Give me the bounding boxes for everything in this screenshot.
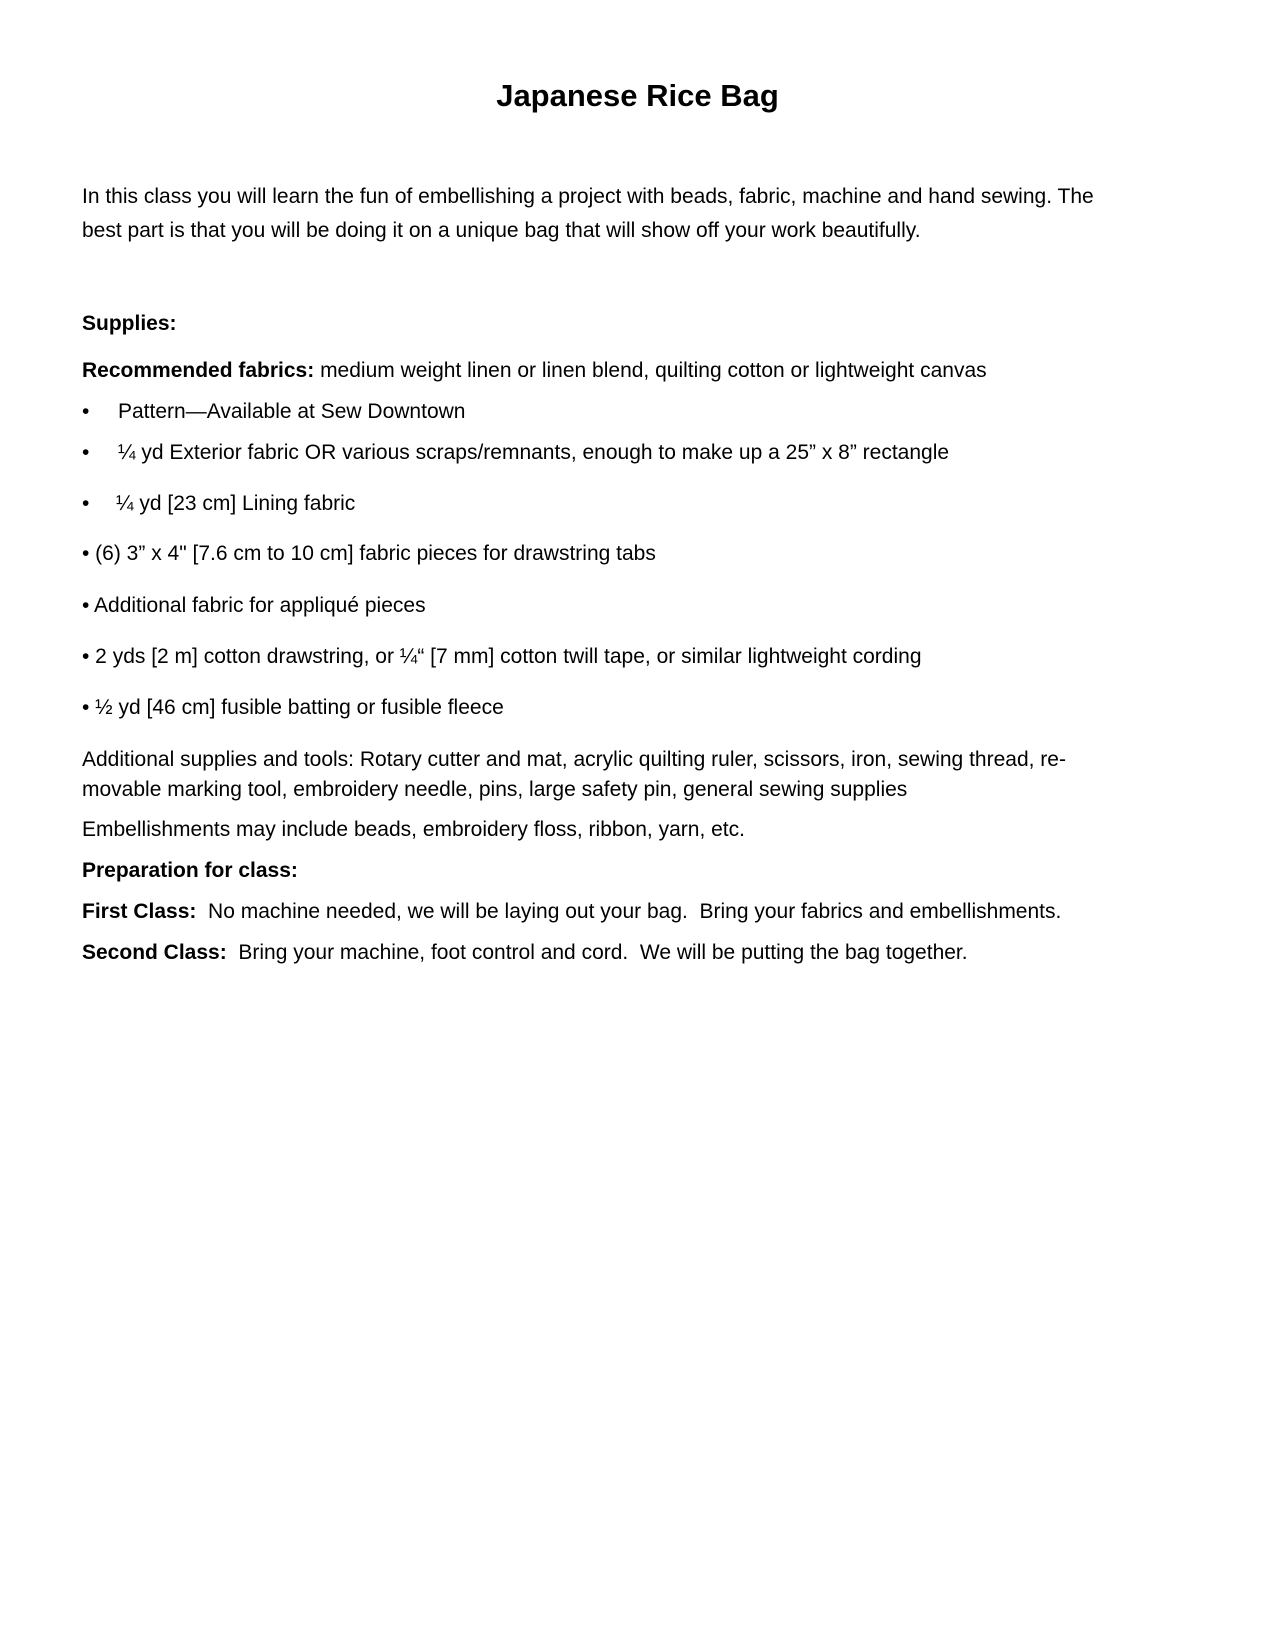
second-class-label: Second Class: [82,941,227,964]
intro-line-2: best part is that you will be doing it on a unique bag that will show off your work beautifully. [82,219,921,242]
supplies-heading: Supplies: [82,312,177,335]
preparation-heading: Preparation for class: [82,859,298,882]
list-item: ¼ yd Exterior fabric OR various scraps/remnants, enough to make up a 25” x 8” rectangle [118,441,950,464]
first-class-label: First Class: [82,900,197,923]
page-title: Japanese Rice Bag [496,78,779,113]
list-item: Pattern—Available at Sew Downtown [118,400,466,423]
second-class [82,939,968,967]
supply-item-drawstring: • 2 yds [2 m] cotton drawstring, or ¼“ [7 mm] cotton twill tape, or similar lightweight cording [82,645,922,668]
embellishments-note: Embellishments may include beads, embroidery floss, ribbon, yarn, etc. [82,818,745,841]
recommended-fabrics-text: medium weight linen or linen blend, quilting cotton or lightweight canvas [314,359,987,382]
additional-supplies-line-1: Additional supplies and tools: Rotary cutter and mat, acrylic quilting ruler, scissors, iron, sewing thread, re- [82,748,1066,771]
first-class [82,898,1061,926]
recommended-fabrics [82,357,987,385]
intro-line-1: In this class you will learn the fun of embellishing a project with beads, fabric, machine and hand sewing. The [82,185,1094,208]
supply-item-applique: • Additional fabric for appliqué pieces [82,594,426,617]
recommended-fabrics-label: Recommended fabrics: [82,359,315,382]
list-bullet: • [82,441,90,464]
list-item: ¼ yd [23 cm] Lining fabric [116,492,356,515]
first-class-text: No machine needed, we will be laying out your bag. Bring your fabrics and embellishments. [196,900,1062,923]
additional-supplies-line-2: movable marking tool, embroidery needle, pins, large safety pin, general sewing supplies [82,778,908,801]
second-class-text: Bring your machine, foot control and cord. We will be putting the bag together. [226,941,968,964]
supply-item-batting: • ½ yd [46 cm] fusible batting or fusible fleece [82,696,504,719]
list-bullet: • [82,492,90,515]
supply-item-drawstring-tabs: • (6) 3” x 4" [7.6 cm to 10 cm] fabric pieces for drawstring tabs [82,542,656,565]
list-bullet: • [82,400,90,423]
